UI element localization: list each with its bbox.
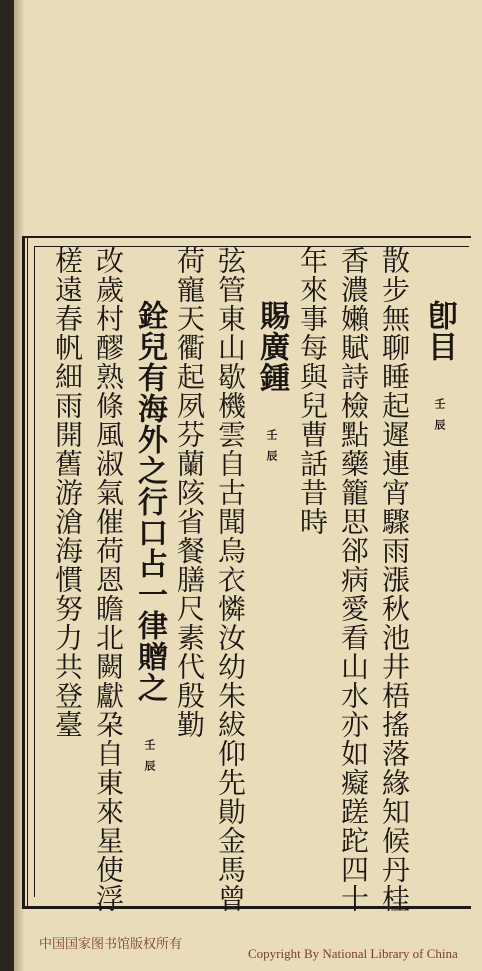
poem-3-line-2: 槎遠春帆細雨開舊游滄海慣努力共登臺 xyxy=(51,246,84,739)
poem-title-1-text: 卽目 xyxy=(422,300,457,362)
poem-title-1 xyxy=(423,300,455,440)
poem-1-line-2: 香濃嬾賦詩檢點藥籠思郤病愛看山水亦如癡蹉跎四十 xyxy=(337,246,370,913)
poem-title-2-date: 壬辰 xyxy=(265,429,278,471)
library-copyright-en: Copyright By National Library of China xyxy=(248,946,458,961)
library-copyright-zh: 中国国家图书馆版权所有 xyxy=(39,937,183,952)
poem-1-line-1: 散步無聊睡起遲連宵驟雨漲秋池井梧搖落緣知候丹桂 xyxy=(378,246,411,913)
poem-2-line-2: 荷寵天衢起夙芬蘭陔省餐膳尺素代殷勤 xyxy=(173,246,206,739)
poem-3-line-1: 改歲村醪熟條風淑氣催荷恩瞻北闕獻朶自東來星使浮 xyxy=(92,246,125,913)
poem-title-1-date: 壬辰 xyxy=(433,398,446,440)
poem-title-3-text: 銓兒有海外之行口占一律贈之 xyxy=(132,300,167,703)
poem-title-2-text: 賜廣鍾 xyxy=(254,300,289,393)
poem-title-2 xyxy=(255,300,287,471)
poem-1-line-3: 年來事每與兒曹話昔時 xyxy=(296,246,329,536)
poem-2-line-1: 弦管東山歇機雲自古聞烏衣憐汝幼朱紱仰先勛金馬曾 xyxy=(214,246,247,913)
poem-title-3 xyxy=(133,300,165,781)
poem-title-3-date: 壬辰 xyxy=(143,739,156,781)
